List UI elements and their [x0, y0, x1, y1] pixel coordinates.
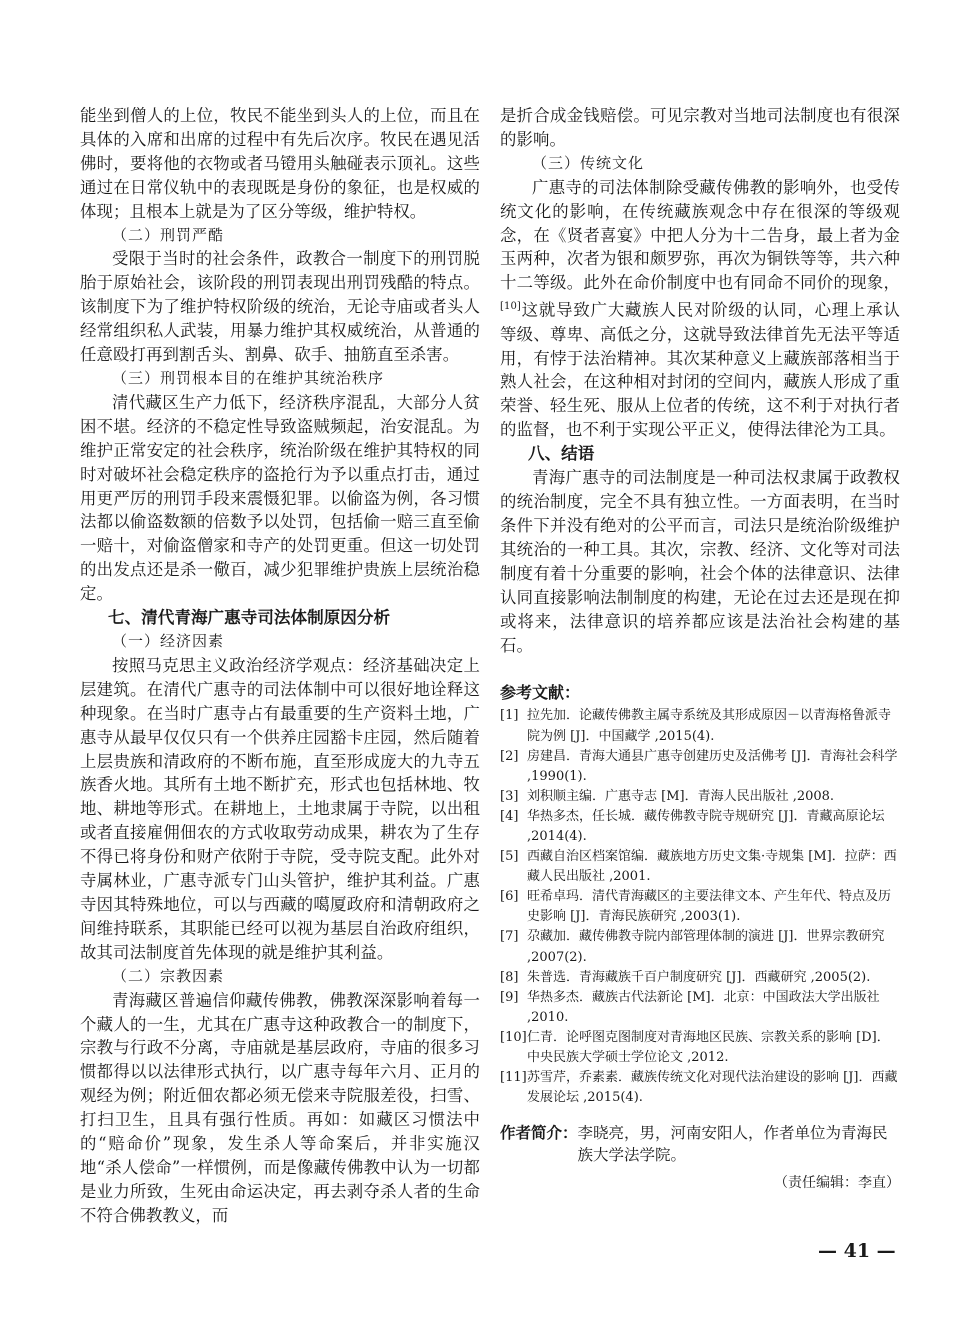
- reference-text: 朱普选．青海藏族千百户制度研究 [J]．西藏研究 ,2005(2).: [527, 969, 871, 985]
- section-heading: 七、清代青海广惠寺司法体制原因分析: [108, 608, 391, 628]
- reference-text: 房建昌．青海大通县广惠寺创建历史及活佛考 [J]．青海社会科学 ,1990(1).: [527, 748, 898, 784]
- reference-number: [2]: [500, 748, 519, 764]
- reference-text: 旺希卓玛．清代青海藏区的主要法律文本、产生年代、特点及历史影响 [J]．青海民族研究 ,2003(1).: [527, 889, 892, 925]
- reference-item: [500, 807, 900, 847]
- reference-item: [500, 847, 900, 887]
- reference-item: [500, 988, 900, 1028]
- reference-item: [500, 706, 900, 746]
- paragraph: [500, 176, 900, 442]
- reference-number: [6]: [500, 889, 519, 905]
- paragraph: 能坐到僧人的上位，牧民不能坐到头人的上位，而且在具体的入席和出席的过程中有先后次序。牧民在遇见活佛时，要将他的衣物或者马镫用头触碰表示顶礼。这些通过在日常仪轨中的表现既是身份的象征，也是权威的体现；且根本上就是为了区分等级，维护特权。: [80, 106, 480, 221]
- reference-number: [4]: [500, 808, 519, 824]
- reference-text: 华热多杰．藏族古代法新论 [M]．北京：中国政法大学出版社 ,2010.: [527, 989, 880, 1025]
- reference-number: [8]: [500, 969, 519, 985]
- reference-number: [1]: [500, 708, 519, 724]
- paragraph-text: 广惠寺的司法体制除受藏传佛教的影响外，也受传统文化的影响，在传统藏族观念中存在很深的等级观念，在《贤者喜宴》中把人分为十二告身，最上者为金玉两种，次者为银和颇罗弥，再次为铜铁等等，共六种十二等级。此外在命价制度中也有同命不同价的现象，: [500, 177, 900, 293]
- reference-item: [500, 887, 900, 927]
- references-heading: 参考文献：: [500, 683, 581, 703]
- citation-marker: [10]: [500, 301, 521, 313]
- reference-item: [500, 747, 900, 787]
- reference-number: [9]: [500, 989, 519, 1005]
- subsection-heading: （二）宗教因素: [112, 966, 225, 985]
- reference-item: [500, 927, 900, 967]
- reference-item: [500, 1068, 900, 1108]
- reference-item: [500, 1028, 900, 1068]
- reference-number: [11]: [500, 1070, 527, 1086]
- reference-text: 刘积顺主编．广惠寺志 [M]．青海人民出版社 ,2008.: [527, 788, 835, 804]
- subsection-heading: （三）刑罚根本目的在维护其统治秩序: [112, 368, 385, 387]
- editor-note: （责任编辑：李直）: [774, 1175, 900, 1192]
- reference-text: 华热多杰，任长城．藏传佛教寺院寺规研究 [J]．青藏高原论坛 ,2014(4).: [527, 808, 885, 844]
- reference-item: [500, 968, 900, 988]
- subsection-heading: （二）刑罚严酷: [112, 225, 225, 244]
- reference-text: 西藏自治区档案馆编．藏族地方历史文集·寺规集 [M]．拉萨：西藏人民出版社 ,2001.: [527, 849, 897, 885]
- reference-text: 尕藏加．藏传佛教寺院内部管理体制的演进 [J]．世界宗教研究 ,2007(2).: [527, 929, 885, 965]
- paragraph: 青海广惠寺的司法制度是一种司法权隶属于政教权的统治制度，完全不具有独立性。一方面表明，在当时条件下并没有绝对的公平而言，司法只是统治阶级维护其统治的一种工具。其次，宗教、经济、文化等对司法制度有着十分重要的影响，社会个体的法律意识、法律认同直接影响法制制度的构建，无论在过去还是现在抑或将来，法律意识的培养都应该是法治社会构建的基石。: [500, 468, 900, 655]
- paragraph: 按照马克思主义政治经济学观点：经济基础决定上层建筑。在清代广惠寺的司法体制中可以很好地诠释这种现象。在当时广惠寺占有最重要的生产资料土地，广惠寺从最早仅仅只有一个供养庄园豁卡庄园，然后随着上层贵族和清政府的不断布施，直至形成庞大的九寺五族香火地。其所有土地不断扩充，形式也包括林地、牧地、耕地等形式。在耕地上，土地隶属于寺院，以出租或者直接雇佣佃农的方式收取劳动成果，耕农为了生存不得已将身份和财产依附于寺院，受寺院支配。此外对寺属林业，广惠寺派专门山头管护，维护其利益。广惠寺因其特殊地位，可以与西藏的噶厦政府和清朝政府之间维持联系，其职能已经可以视为基层自治政府组织，故其司法制度首先体现的就是维护其利益。: [80, 655, 480, 962]
- reference-number: [5]: [500, 849, 519, 865]
- page-number: — 41 —: [818, 1240, 896, 1262]
- author-text: 李晓亮，男，河南安阳人，作者单位为青海民族大学法学院。: [577, 1124, 888, 1165]
- references-list: [500, 706, 900, 1108]
- section-heading: 八、结语: [528, 444, 595, 464]
- reference-number: [7]: [500, 929, 519, 945]
- reference-text: 拉先加．论藏传佛教主属寺系统及其形成原因－以青海格鲁派寺院为例 [J]．中国藏学 ,2015(4).: [527, 708, 892, 744]
- right-column: [500, 104, 900, 1194]
- paragraph-text: 这就导致广大藏族人民对阶级的认同，心理上承认等级、尊卑、高低之分，这就导致法律首先无法平等适用，有悖于法治精神。其次某种意义上藏族部落相当于熟人社会，在这种相对封闭的空间内，藏族人形成了重荣誉、轻生死、服从上位者的传统，这不利于对执行者的监督，也不利于实现公平正义，使得法律沦为工具。: [500, 300, 900, 440]
- reference-text: 仁青．论呼图克图制度对青海地区民族、宗教关系的影响 [D]．中央民族大学硕士学位论文 ,2012.: [527, 1029, 890, 1065]
- subsection-heading: （一）经济因素: [112, 632, 225, 651]
- left-column: [80, 104, 480, 1228]
- reference-item: [500, 787, 900, 807]
- author-label: 作者简介：: [500, 1124, 578, 1143]
- paragraph: 受限于当时的社会条件，政教合一制度下的刑罚脱胎于原始社会，该阶段的刑罚表现出刑罚残酷的特点。该制度下为了维护特权阶级的统治，无论寺庙或者头人经常组织私人武装，用暴力维护其权威统治，从普通的任意殴打再到割舌头、割鼻、砍手、抽筋直至杀害。: [80, 249, 480, 365]
- paragraph: 是折合成金钱赔偿。可见宗教对当地司法制度也有很深的影响。: [500, 106, 900, 149]
- author-note: [500, 1122, 900, 1166]
- subsection-heading: （三）传统文化: [532, 153, 645, 172]
- paragraph: 青海藏区普遍信仰藏传佛教，佛教深深影响着每一个藏人的一生，尤其在广惠寺这种政教合一的制度下，宗教与行政不分离，寺庙就是基层政府，寺庙的很多习惯都得以以法律形式执行，以广惠寺每年六月、正月的观经为例；附近佃农都必须无偿来寺院服差役，扫雪、打扫卫生，且具有强行性质。再如：如藏区习惯法中的“赔命价”现象，发生杀人等命案后，并非实施汉地“杀人偿命”一样惯例，而是像藏传佛教中认为一切都是业力所致，生死由命运决定，再去剥夺杀人者的生命不符合佛教教义，而: [80, 990, 480, 1225]
- reference-text: 苏雪芹，乔素素．藏族传统文化对现代法治建设的影响 [J]．西藏发展论坛 ,2015(4).: [527, 1070, 898, 1106]
- paragraph: 清代藏区生产力低下，经济秩序混乱，大部分人贫困不堪。经济的不稳定性导致盗贼频起，治安混乱。为维护正常安定的社会秩序，统治阶级在维护其特权的同时对破坏社会稳定秩序的盗抢行为予以重点打击，通过用更严厉的刑罚手段来震慑犯罪。以偷盗为例，各习惯法都以偷盗数额的倍数予以处罚，包括偷一赔三直至偷一赔十，对偷盗僧家和寺产的处罚更重。但这一切处罚的出发点还是杀一儆百，减少犯罪维护贵族上层统治稳定。: [80, 392, 480, 604]
- reference-number: [10]: [500, 1029, 527, 1045]
- reference-number: [3]: [500, 788, 519, 804]
